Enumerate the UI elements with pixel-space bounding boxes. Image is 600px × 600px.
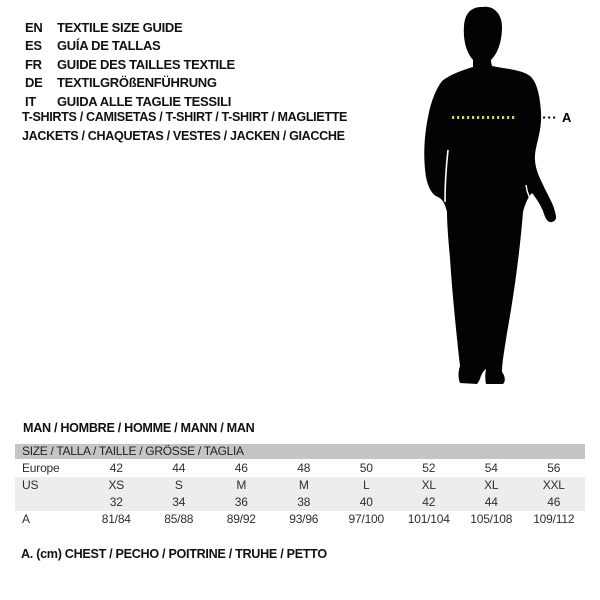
size-cell: 46 — [547, 495, 561, 509]
size-cell: 32 — [109, 495, 123, 509]
size-cell: 109/112 — [533, 512, 575, 526]
size-cell: 56 — [547, 461, 561, 475]
size-cell: 38 — [297, 495, 311, 509]
size-cell: 46 — [234, 461, 248, 475]
size-cell: 52 — [422, 461, 436, 475]
category-tshirts: T-SHIRTS / CAMISETAS / T-SHIRT / T-SHIRT / MAGLIETTE — [22, 110, 348, 124]
size-cell: 42 — [422, 495, 436, 509]
table-row-europe — [15, 460, 585, 477]
size-table — [15, 444, 585, 528]
size-cell: M — [236, 478, 247, 492]
table-row-chest — [15, 511, 585, 528]
size-cell: 93/96 — [289, 512, 319, 526]
size-cell: 97/100 — [348, 512, 384, 526]
size-cell: L — [363, 478, 370, 492]
size-row-label: US — [22, 478, 39, 492]
size-row-label — [15, 494, 85, 511]
language-title: TEXTILGRÖßENFÜHRUNG — [57, 75, 217, 91]
size-cell: 36 — [234, 495, 248, 509]
language-code: IT — [25, 93, 36, 109]
size-row-label: A — [22, 512, 30, 526]
table-row-alt — [15, 494, 585, 511]
size-cell: M — [298, 478, 309, 492]
size-cell: XXL — [542, 478, 565, 492]
table-row-us — [15, 477, 585, 494]
size-cell: 48 — [297, 461, 311, 475]
size-figure — [395, 0, 600, 400]
language-title: TEXTILE SIZE GUIDE — [57, 20, 183, 35]
size-cell: 105/108 — [470, 512, 513, 526]
language-row — [25, 56, 235, 74]
category-jackets: JACKETS / CHAQUETAS / VESTES / JACKEN / GIACCHE — [22, 128, 345, 143]
size-row-label: Europe — [22, 461, 60, 475]
measurement-a-label: A — [562, 110, 572, 125]
language-list — [25, 19, 235, 111]
language-title: GUIDE DES TAILLES TEXTILE — [57, 56, 235, 72]
language-row — [25, 19, 235, 37]
size-cell: 101/104 — [407, 512, 450, 526]
language-code: ES — [25, 38, 42, 54]
language-row — [25, 37, 235, 55]
size-cell: XS — [108, 478, 125, 492]
garment-categories — [22, 108, 347, 145]
size-table-header: SIZE / TALLA / TAILLE / GRÖSSE / TAGLIA — [15, 444, 585, 459]
size-cell: 34 — [172, 495, 186, 509]
language-code: FR — [25, 56, 42, 72]
size-cell: 44 — [172, 461, 186, 475]
size-cell: 44 — [484, 495, 498, 509]
size-cell: 42 — [109, 461, 123, 475]
size-cell: 54 — [484, 461, 498, 475]
size-cell: XL — [484, 478, 499, 492]
man-silhouette-path — [424, 7, 556, 384]
language-row — [25, 74, 235, 92]
language-code: EN — [25, 20, 43, 35]
man-silhouette — [395, 0, 600, 400]
size-cell: 89/92 — [226, 512, 256, 526]
size-cell: XL — [421, 478, 436, 492]
language-title: GUÍA DE TALLAS — [57, 38, 161, 54]
section-title: MAN / HOMBRE / HOMME / MANN / MAN — [23, 421, 255, 435]
size-cell: 50 — [359, 461, 373, 475]
size-cell: 40 — [359, 495, 373, 509]
measurement-footnote: A. (cm) CHEST / PECHO / POITRINE / TRUHE / PETTO — [21, 547, 327, 561]
size-cell: 85/88 — [164, 512, 194, 526]
language-code: DE — [25, 75, 43, 91]
size-cell: S — [174, 478, 183, 492]
size-cell: 81/84 — [101, 512, 131, 526]
language-title: GUIDA ALLE TAGLIE TESSILI — [57, 93, 232, 109]
